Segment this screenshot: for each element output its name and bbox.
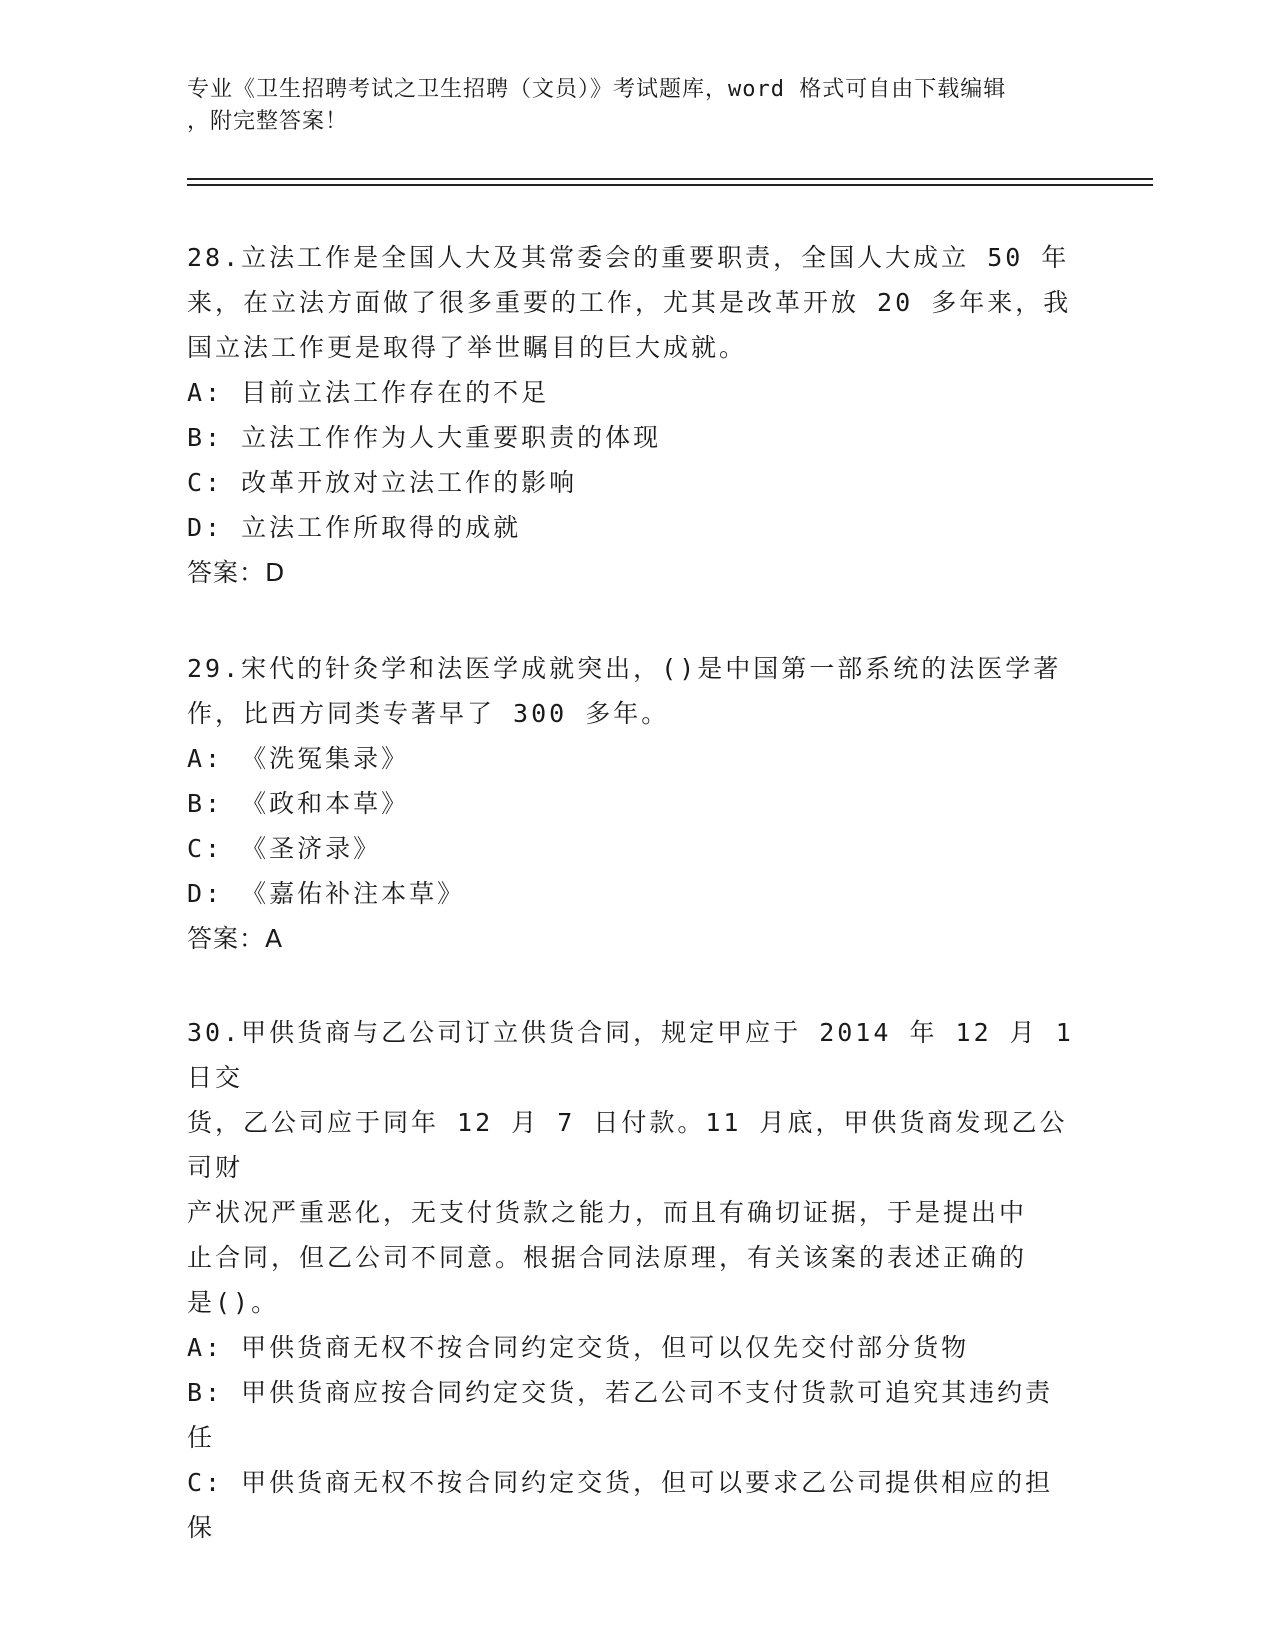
header-divider-top	[187, 178, 1153, 180]
document-header: 专业《卫生招聘考试之卫生招聘（文员）》考试题库，word 格式可自由下载编辑 ，附完整答案！	[187, 77, 1007, 134]
option-a: A: 《洗冤集录》	[187, 744, 410, 773]
header-divider-bottom	[187, 184, 1153, 186]
option-c: C: 甲供货商无权不按合同约定交货，但可以要求乙公司提供相应的担 保	[187, 1468, 1054, 1542]
answer-label: 答案：A	[187, 924, 284, 953]
option-a: A: 甲供货商无权不按合同约定交货，但可以仅先交付部分货物	[187, 1333, 970, 1362]
question-text: 29.宋代的针灸学和法医学成就突出，()是中国第一部系统的法医学著 作，比西方同类专著早了 300 多年。	[187, 654, 1062, 728]
option-a: A: 目前立法工作存在的不足	[187, 378, 550, 407]
option-b: B: 《政和本草》	[187, 789, 410, 818]
question-28	[187, 235, 1087, 595]
option-c: C: 改革开放对立法工作的影响	[187, 468, 578, 497]
question-30	[187, 1010, 1087, 1550]
option-b: B: 甲供货商应按合同约定交货，若乙公司不支付货款可追究其违约责 任	[187, 1378, 1054, 1452]
question-29	[187, 646, 1087, 961]
question-text: 28.立法工作是全国人大及其常委会的重要职责，全国人大成立 50 年 来，在立法方面做了很多重要的工作，尤其是改革开放 20 多年来，我 国立法工作更是取得了举世瞩目的巨大成就。	[187, 243, 1072, 362]
question-text: 30.甲供货商与乙公司订立供货合同，规定甲应于 2014 年 12 月 1 日交 货，乙公司应于同年 12 月 7 日付款。11 月底，甲供货商发现乙公司财 产状况严重恶化，无支付货款之能力，而且有确切证据，于是提出中 止合同，但乙公司不同意。根据合同法原理，有关该案的表述正确的 是()。	[187, 1018, 1074, 1317]
answer-label: 答案：D	[187, 558, 286, 587]
option-c: C: 《圣济录》	[187, 834, 382, 863]
option-d: D: 立法工作所取得的成就	[187, 513, 522, 542]
option-b: B: 立法工作作为人大重要职责的体现	[187, 423, 662, 452]
option-d: D: 《嘉佑补注本草》	[187, 879, 466, 908]
